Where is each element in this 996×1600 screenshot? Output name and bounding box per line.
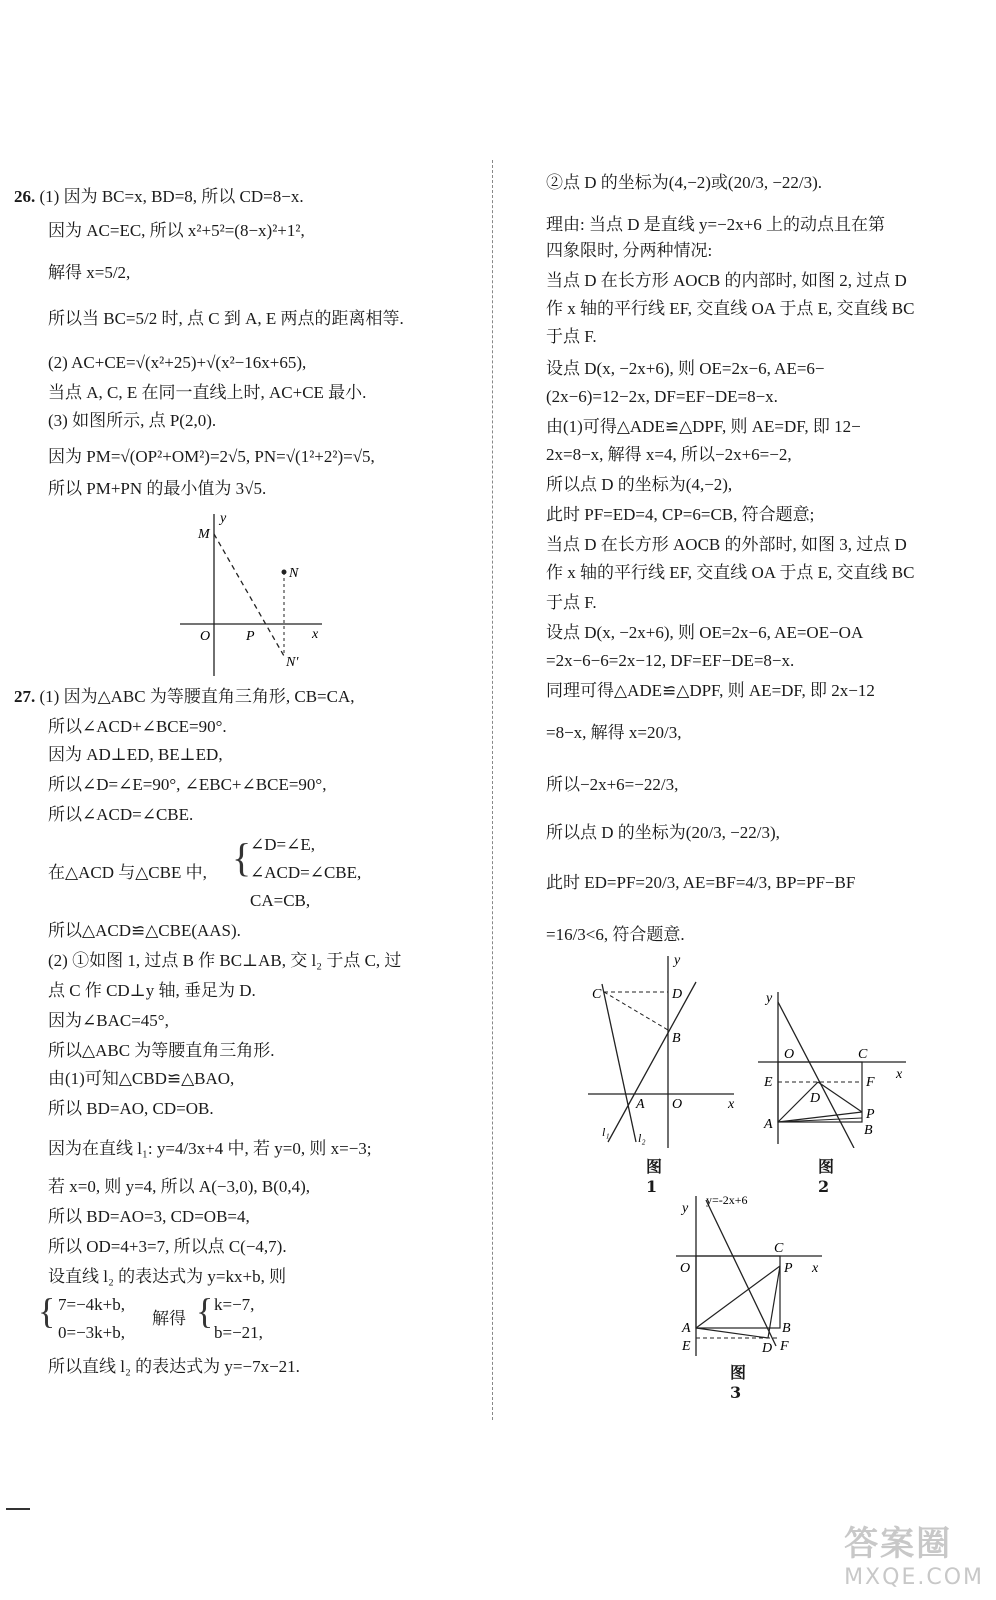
fig3-label-y: y bbox=[682, 1201, 689, 1216]
q26-line-1 bbox=[14, 186, 304, 208]
q27-line-20: 所以直线 l₂ 的表达式为 y=−7x−21. bbox=[48, 1357, 300, 1376]
watermark bbox=[844, 1516, 984, 1590]
fig1-label-o: O bbox=[672, 1097, 683, 1112]
fig1-line-l2 bbox=[608, 982, 696, 1142]
fig3-segment-ap bbox=[696, 1266, 780, 1328]
q27-line-11: 所以△ABC 为等腰直角三角形. bbox=[48, 1041, 275, 1060]
fig1-label-a: A bbox=[636, 1097, 645, 1112]
fig2-label-a: A bbox=[764, 1117, 773, 1132]
r-line-12: 此时 PF=ED=4, CP=6=CB, 符合题意; bbox=[546, 505, 815, 524]
q26-line-5: (2) AC+CE=√(x²+25)+√(x²−16x+65), bbox=[48, 353, 307, 372]
q27-line-18: 设直线 l₂ 的表达式为 y=kx+b, 则 bbox=[48, 1267, 287, 1286]
r-line-22: 此时 ED=PF=20/3, AE=BF=4/3, BP=PF−BF bbox=[546, 873, 856, 892]
figure-3 bbox=[670, 1190, 830, 1360]
q26-line-3: 解得 x=5/2, bbox=[48, 263, 131, 282]
q26-line-9: 所以 PM+PN 的最小值为 3√5. bbox=[48, 479, 267, 498]
fig2-segment-dp bbox=[818, 1082, 862, 1112]
fig1-label-y: y bbox=[674, 953, 681, 968]
r-line-3: 四象限时, 分两种情况: bbox=[546, 241, 713, 260]
q27-line-4: 所以∠D=∠E=90°, ∠EBC+∠BCE=90°, bbox=[48, 775, 327, 794]
fig2-line-y-minus-2x-plus-6 bbox=[778, 1002, 854, 1148]
fig2-label-e: E bbox=[764, 1075, 773, 1090]
q26-line-6: 当点 A, C, E 在同一直线上时, AC+CE 最小. bbox=[48, 383, 367, 402]
q27-line-8: (2) ①如图 1, 过点 B 作 BC⊥AB, 交 l₂ 于点 C, 过 bbox=[48, 951, 402, 970]
fig1-label-l2: l₂ bbox=[638, 1131, 646, 1145]
fig3-label-e: E bbox=[682, 1339, 691, 1354]
r-line-7: 设点 D(x, −2x+6), 则 OE=2x−6, AE=6− bbox=[546, 359, 825, 378]
q27-line-15: 若 x=0, 则 y=4, 所以 A(−3,0), B(0,4), bbox=[48, 1177, 311, 1196]
q27-line-12: 由(1)可知△CBD≌△BAO, bbox=[48, 1069, 235, 1088]
label-m: M bbox=[198, 527, 210, 542]
watermark-url: MXQE.COM bbox=[844, 1565, 984, 1590]
q26-line-7: (3) 如图所示, 点 P(2,0). bbox=[48, 411, 217, 430]
figure-1-caption: 图 1 bbox=[646, 1157, 663, 1196]
r-line-18: 同理可得△ADE≌△DPF, 则 AE=DF, 即 2x−12 bbox=[546, 681, 875, 700]
fig2-label-p: P bbox=[866, 1107, 875, 1122]
q27-line-14: 因为在直线 l₁: y=4/3x+4 中, 若 y=0, 则 x=−3; bbox=[48, 1139, 372, 1158]
fig2-label-c: C bbox=[858, 1047, 868, 1062]
fig3-label-f: F bbox=[780, 1339, 789, 1354]
fig1-label-x: x bbox=[728, 1097, 735, 1112]
fig1-segment-cb bbox=[604, 992, 668, 1030]
r-line-6: 于点 F. bbox=[546, 327, 597, 346]
q26-line-8: 因为 PM=√(OP²+OM²)=2√5, PN=√(1²+2²)=√5, bbox=[48, 447, 375, 466]
fig3-label-a: A bbox=[682, 1321, 691, 1336]
q27-line-16: 所以 BD=AO=3, CD=OB=4, bbox=[48, 1207, 250, 1226]
r-line-10: 2x=8−x, 解得 x=4, 所以−2x+6=−2, bbox=[546, 445, 792, 464]
label-x: x bbox=[312, 627, 319, 642]
q27-text-1: (1) 因为△ABC 为等腰直角三角形, CB=CA, bbox=[39, 687, 355, 706]
fig2-label-d: D bbox=[810, 1091, 821, 1106]
q26-line-2: 因为 AC=EC, 所以 x²+5²=(8−x)²+1², bbox=[48, 221, 305, 240]
fig3-label-x: x bbox=[812, 1261, 819, 1276]
fig3-line-y-minus-2x-plus-6 bbox=[706, 1200, 776, 1346]
q27-line-7: 所以△ACD≌△CBE(AAS). bbox=[48, 921, 241, 940]
r-line-11: 所以点 D 的坐标为(4,−2), bbox=[546, 475, 733, 494]
r-line-15: 于点 F. bbox=[546, 593, 597, 612]
fig3-label-b: B bbox=[782, 1321, 791, 1336]
q27-line-19e: b=−21, bbox=[214, 1323, 263, 1342]
r-line-20: 所以−2x+6=−22/3, bbox=[546, 775, 679, 794]
q27-line-6c: ∠ACD=∠CBE, bbox=[250, 863, 362, 882]
figure-3-caption: 图 3 bbox=[730, 1363, 747, 1402]
q27-line-5: 所以∠ACD=∠CBE. bbox=[48, 805, 194, 824]
r-line-17: =2x−6−6=2x−12, DF=EF−DE=8−x. bbox=[546, 651, 795, 670]
fig3-segment-pd bbox=[768, 1266, 780, 1338]
q27-line-3: 因为 AD⊥ED, BE⊥ED, bbox=[48, 745, 223, 764]
fig3-label-o: O bbox=[680, 1261, 691, 1276]
fig3-segment-ad bbox=[696, 1328, 768, 1338]
r-line-9: 由(1)可得△ADE≌△DPF, 则 AE=DF, 即 12− bbox=[546, 417, 861, 436]
figure-1 bbox=[584, 952, 744, 1152]
column-divider bbox=[492, 160, 493, 1420]
q27-line-9: 点 C 作 CD⊥y 轴, 垂足为 D. bbox=[48, 981, 256, 1000]
r-line-23: =16/3<6, 符合题意. bbox=[546, 925, 685, 944]
r-line-1: ②点 D 的坐标为(4,−2)或(20/3, −22/3). bbox=[546, 173, 823, 192]
q27-number: 27. bbox=[14, 687, 36, 706]
q27-brace-3: { bbox=[196, 1291, 214, 1331]
q27-brace-1: { bbox=[232, 835, 252, 880]
fig2-label-o: O bbox=[784, 1047, 795, 1062]
q27-line-6d: CA=CB, bbox=[250, 891, 311, 910]
figure-2-caption: 图 2 bbox=[818, 1157, 835, 1196]
fig3-label-d: D bbox=[762, 1341, 773, 1356]
q27-line-19c: 解得 bbox=[152, 1309, 186, 1328]
point-n bbox=[282, 570, 287, 575]
r-line-21: 所以点 D 的坐标为(20/3, −22/3), bbox=[546, 823, 780, 842]
q27-line-17: 所以 OD=4+3=7, 所以点 C(−4,7). bbox=[48, 1237, 287, 1256]
fig1-label-b: B bbox=[672, 1031, 681, 1046]
fig2-label-b: B bbox=[864, 1123, 873, 1138]
q27-line-19a: 7=−4k+b, bbox=[58, 1295, 126, 1314]
fig3-label-equation: y=-2x+6 bbox=[706, 1193, 748, 1207]
r-line-4: 当点 D 在长方形 AOCB 的内部时, 如图 2, 过点 D bbox=[546, 271, 907, 290]
r-line-5: 作 x 轴的平行线 EF, 交直线 OA 于点 E, 交直线 BC bbox=[546, 299, 915, 318]
q27-line-2: 所以∠ACD+∠BCE=90°. bbox=[48, 717, 227, 736]
label-o: O bbox=[200, 629, 211, 644]
label-n: N bbox=[289, 566, 299, 581]
q27-line-19d: k=−7, bbox=[214, 1295, 255, 1314]
watermark-logo: 答案圈 bbox=[844, 1524, 953, 1564]
label-n-prime: N′ bbox=[286, 655, 299, 670]
fig2-label-y: y bbox=[766, 991, 773, 1006]
q27-line-10: 因为∠BAC=45°, bbox=[48, 1011, 169, 1030]
q27-line-19b: 0=−3k+b, bbox=[58, 1323, 126, 1342]
fig2-label-x: x bbox=[896, 1067, 903, 1082]
r-line-14: 作 x 轴的平行线 EF, 交直线 OA 于点 E, 交直线 BC bbox=[546, 563, 915, 582]
fig3-label-p: P bbox=[784, 1261, 793, 1276]
r-line-19: =8−x, 解得 x=20/3, bbox=[546, 723, 682, 742]
figure-2 bbox=[756, 988, 916, 1148]
label-p: P bbox=[246, 629, 255, 644]
fig3-label-c: C bbox=[774, 1241, 784, 1256]
fig1-label-d: D bbox=[672, 987, 683, 1002]
fig2-label-f: F bbox=[866, 1075, 875, 1090]
q27-line-6a: 在△ACD 与△CBE 中, bbox=[48, 863, 207, 882]
page-bottom-rule bbox=[6, 1508, 30, 1510]
q26-figure bbox=[172, 508, 332, 688]
r-line-8: (2x−6)=12−2x, DF=EF−DE=8−x. bbox=[546, 387, 778, 406]
q26-number: 26. bbox=[14, 187, 36, 206]
q26-line-4: 所以当 BC=5/2 时, 点 C 到 A, E 两点的距离相等. bbox=[48, 309, 404, 328]
r-line-13: 当点 D 在长方形 AOCB 的外部时, 如图 3, 过点 D bbox=[546, 535, 907, 554]
q26-text-1: (1) 因为 BC=x, BD=8, 所以 CD=8−x. bbox=[39, 187, 304, 206]
fig1-label-c: C bbox=[592, 987, 602, 1002]
r-line-16: 设点 D(x, −2x+6), 则 OE=2x−6, AE=OE−OA bbox=[546, 623, 864, 642]
q27-brace-2: { bbox=[38, 1291, 56, 1331]
q27-line-13: 所以 BD=AO, CD=OB. bbox=[48, 1099, 214, 1118]
fig1-label-l1: l₁ bbox=[602, 1125, 610, 1139]
q27-line-6b: ∠D=∠E, bbox=[250, 835, 315, 854]
label-y: y bbox=[220, 511, 227, 526]
q27-line-1 bbox=[14, 686, 354, 708]
r-line-2: 理由: 当点 D 是直线 y=−2x+6 上的动点且在第 bbox=[546, 215, 886, 234]
